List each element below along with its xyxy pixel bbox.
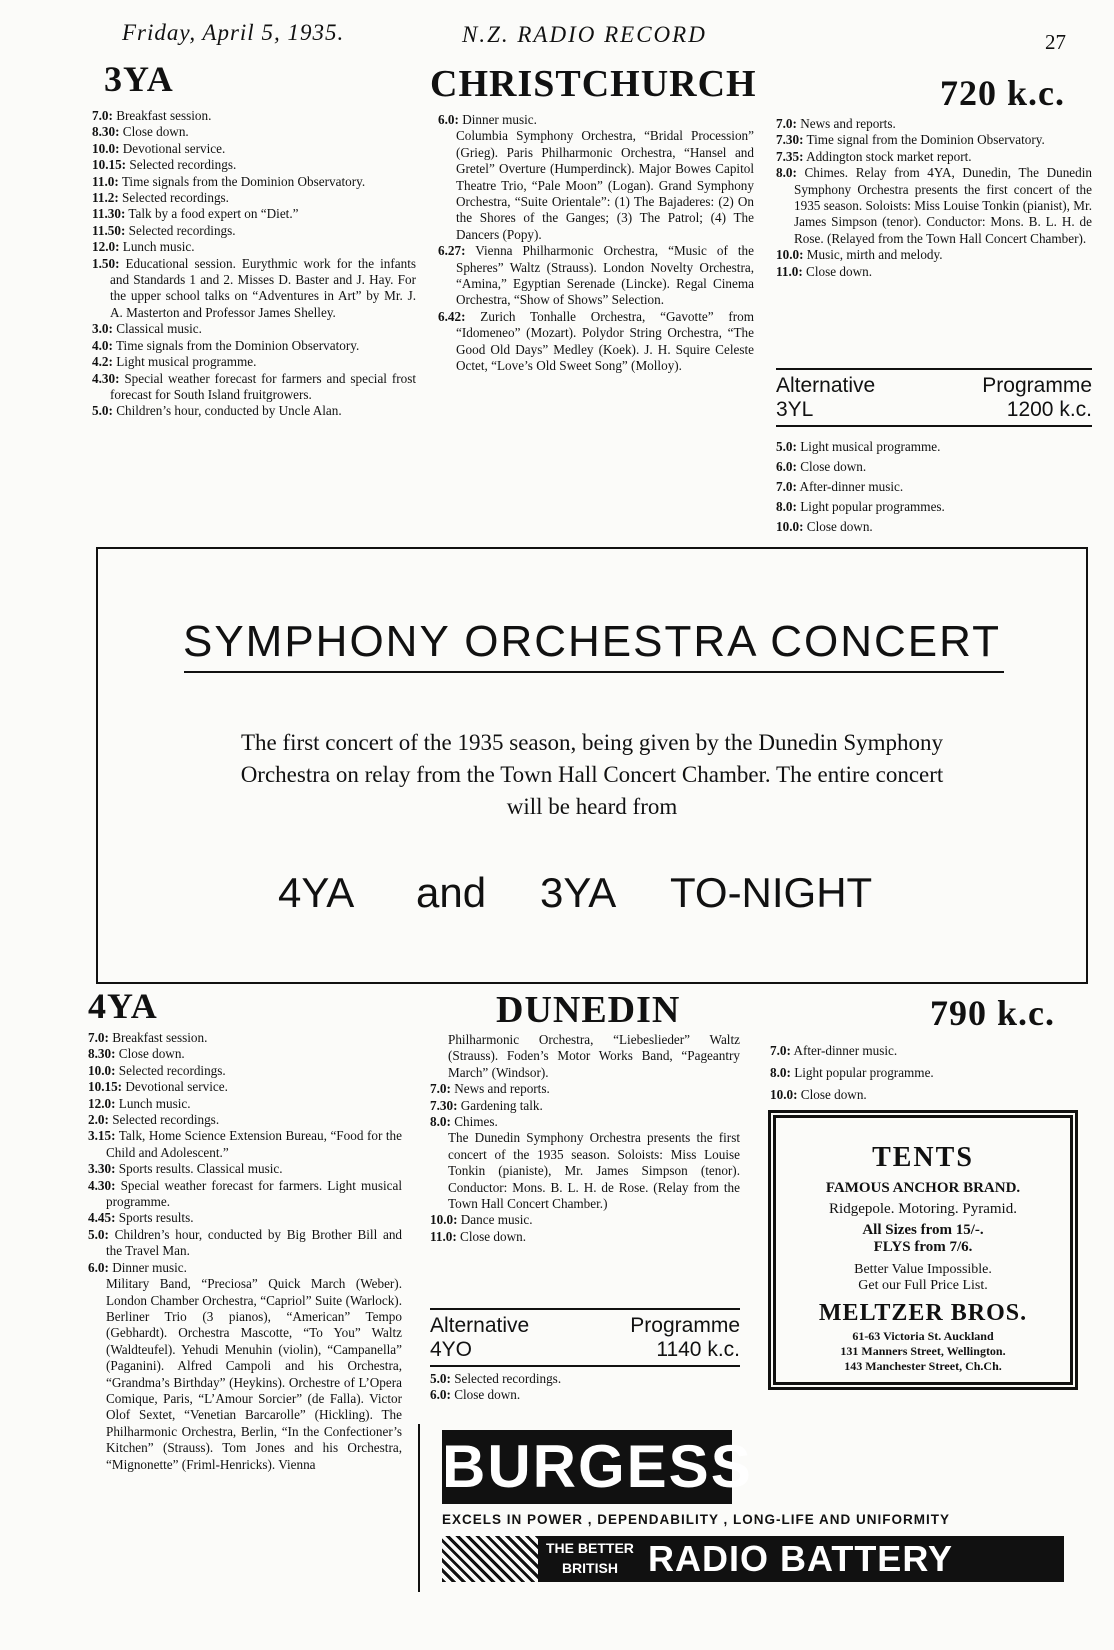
schedule-entry: [770, 1084, 1090, 1106]
schedule-time: 6.27:: [438, 243, 466, 259]
schedule-entry: [430, 1371, 740, 1387]
schedule-time: 6.0:: [88, 1259, 109, 1275]
schedule-text: Close down.: [122, 124, 189, 140]
schedule-entry: [438, 243, 754, 309]
schedule-time: 8.0:: [770, 1065, 791, 1080]
schedule-time: 6.0:: [776, 459, 797, 474]
schedule-entry: [776, 116, 1092, 132]
schedule-text: Devotional service.: [125, 1079, 228, 1095]
banner-text: [98, 727, 1086, 823]
schedule-text: Philharmonic Orchestra, “Liebeslieder” Waltz (Strauss). Foden’s Motor Works Band, “Pageantry March” (Windsor).: [448, 1032, 740, 1080]
alternative-programme-4yo: [430, 1308, 740, 1404]
schedule-entry: [88, 1096, 402, 1112]
schedule-time: 10.0:: [776, 519, 804, 534]
schedule-time: 10.15:: [88, 1079, 123, 1095]
schedule-entry: [92, 157, 416, 173]
schedule-time: 10.0:: [92, 140, 120, 156]
schedule-text: Selected recordings.: [128, 222, 236, 238]
tents-brand: FAMOUS ANCHOR BRAND.: [825, 1180, 1021, 1196]
schedule-entry: [776, 497, 1092, 517]
schedule-text: Dinner music.: [112, 1259, 187, 1275]
schedule-time: 12.0:: [88, 1095, 116, 1111]
schedule-entry: [88, 1079, 402, 1095]
schedule-entry: [88, 1046, 402, 1062]
concert-banner: [96, 547, 1088, 984]
tents-price-list: Get our Full Price List.: [858, 1278, 988, 1293]
tents-firm: MELTZER BROS.: [818, 1300, 1028, 1326]
schedule-text: Lunch music.: [118, 1095, 191, 1111]
banner-rule: [184, 671, 1004, 673]
schedule-text: Close down.: [806, 263, 872, 279]
schedule-text: Light musical programme.: [116, 354, 257, 370]
banner-foot-and: and: [416, 869, 487, 916]
station-freq-3ya: 720 k.c.: [940, 73, 1065, 113]
schedule-time: 11.2:: [92, 190, 119, 206]
burgess-advertisement: [418, 1424, 1066, 1592]
tents-types: Ridgepole. Motoring. Pyramid.: [829, 1201, 1017, 1217]
schedule-entry: [430, 1229, 740, 1245]
banner-line-3: will be heard from: [506, 794, 678, 819]
schedule-entry: [430, 1081, 740, 1097]
schedule-time: 3.30:: [88, 1161, 116, 1177]
burgess-radio-battery: RADIO BATTERY: [648, 1538, 953, 1579]
tents-title: TENTS: [872, 1142, 974, 1173]
banner-foot-3ya: 3YA: [540, 869, 617, 916]
schedule-text: Talk by a food expert on “Diet.”: [128, 206, 299, 222]
station-call-3ya: 3YA: [104, 59, 174, 99]
schedule-text: Columbia Symphony Orchestra, “Bridal Procession” (Grieg). Paris Philharmonic Orchestra, “Hansel and Gretel” Overture (Humperdinck). Major Bowes Capitol Theatre Trio, “Pale Moon” (Logan). Grand Symphony Orchestra, “Suite Orientale”: (1) The Bajaderes: (2) On the Shores of the Ganges; (3) The Patrol; (4) The Dancers (Popy).: [456, 128, 754, 242]
burgess-tagline: EXCELS IN POWER , DEPENDABILITY , LONG-LIFE AND UNIFORMITY: [442, 1512, 951, 1527]
schedule-time: 4.2:: [92, 354, 113, 370]
schedule-time: 8.30:: [88, 1046, 116, 1062]
schedule-entry: [92, 141, 416, 157]
schedule-entry: [430, 1114, 740, 1130]
schedule-text: Dance music.: [460, 1212, 533, 1228]
schedule-entry: [776, 165, 1092, 247]
schedule-entry: [88, 1276, 402, 1473]
schedule-entry: [770, 1040, 1090, 1062]
schedule-entry: [92, 206, 416, 222]
alternative-programme-3yl: [776, 368, 1092, 537]
schedule-text: Selected recordings.: [122, 190, 229, 206]
burgess-logo: BURGESS: [442, 1430, 732, 1504]
schedule-entry: [776, 437, 1092, 457]
schedule-text: After-dinner music.: [799, 479, 904, 494]
banner-line-1: The first concert of the 1935 season, being given by the Dunedin Symphony: [241, 730, 943, 755]
burgess-small-text: [546, 1538, 634, 1578]
schedule-text: Breakfast session.: [112, 1030, 208, 1045]
schedule-text: Time signals from the Dominion Observatory.: [121, 173, 366, 189]
schedule-time: 1.50:: [92, 255, 120, 271]
schedule-entry: [438, 128, 754, 243]
program-column-3ya-2: [438, 112, 754, 375]
schedule-text: Military Band, “Preciosa” Quick March (Weber). London Chamber Orchestra, “Capriol” Suite (Warlock). Berliner Trio (3 pianos), “American” Tempo (Gebhardt). Orchestra Mascotte, “To You” Waltz (Waldteufel). Yehudi Menuhin (violin), “Campanella” (Paganini). Alfred Campoli and his Orchestra, “Grandma’s Birthday” (Heykins). Orchestre of L’Opera Comique, Paris, “L’Amour Sorcier” (de Falla). Victor Olof Sextet, “Venetian Barcarolle” (Hickling). The Philharmonic Orchestra, Berlin, “In the Confectioner’s Kitchen” (Strauss). Tom Jones and his Orchestra, “Mignonette” (Friml-Henricks). Vienna: [106, 1276, 402, 1472]
schedule-text: Music, mirth and melody.: [806, 247, 943, 263]
schedule-time: 4.0:: [92, 337, 113, 353]
schedule-time: 7.0:: [430, 1081, 451, 1097]
schedule-text: Selected recordings.: [118, 1062, 226, 1078]
publication-title: N.Z. RADIO RECORD: [462, 22, 707, 47]
station-city-christchurch: CHRISTCHURCH: [430, 63, 757, 105]
schedule-entry: [88, 1260, 402, 1276]
schedule-entry: [430, 1130, 740, 1212]
burgess-small-1: THE BETTER: [546, 1540, 634, 1556]
schedule-time: 3.0:: [92, 321, 113, 337]
tents-address-2: 131 Manners Street, Wellington.: [840, 1344, 1006, 1358]
schedule-time: 6.0:: [438, 112, 459, 127]
schedule-time: 11.0:: [430, 1228, 457, 1244]
schedule-entry: [770, 1062, 1090, 1084]
schedule-entry: [92, 108, 416, 124]
schedule-text: Selected recordings.: [454, 1371, 562, 1386]
schedule-text: Educational session. Eurythmic work for the infants and Standards 1 and 2. Misses D. Baster and J. Hay. For the upper school talks on “Adventures in Art” by Mr. J. A. Masterton and Professor James Shelley.: [110, 255, 417, 320]
schedule-entry: [92, 174, 416, 190]
schedule-entry: [92, 403, 416, 419]
tents-flys: FLYS from 7/6.: [873, 1239, 973, 1255]
schedule-entry: [92, 239, 416, 255]
schedule-time: 10.0:: [88, 1062, 116, 1078]
schedule-time: 7.0:: [776, 479, 797, 494]
banner-line-2: Orchestra on relay from the Town Hall Concert Chamber. The entire concert: [240, 762, 944, 787]
schedule-text: Light popular programmes.: [800, 499, 945, 514]
schedule-time: 5.0:: [88, 1226, 109, 1242]
schedule-entry: [88, 1112, 402, 1128]
schedule-entry: [92, 124, 416, 140]
schedule-text: News and reports.: [454, 1081, 550, 1097]
schedule-text: Breakfast session.: [116, 108, 212, 123]
schedule-entry: [430, 1212, 740, 1228]
alt-call: 3YL: [776, 398, 814, 421]
schedule-time: 10.15:: [92, 157, 127, 173]
schedule-entry: [88, 1128, 402, 1161]
schedule-time: 5.0:: [776, 439, 797, 454]
schedule-time: 5.0:: [92, 403, 113, 419]
schedule-time: 11.0:: [776, 263, 803, 279]
alt-label: Alternative: [430, 1314, 530, 1337]
schedule-text: Vienna Philharmonic Orchestra, “Music of the Spheres” Waltz (Strauss). London Novelty Orchestra, “Amina,” Egyptian Serenade (Lincke). Regal Cinema Orchestra, “Show of Shows” Selection.: [456, 243, 754, 308]
schedule-time: 7.30:: [430, 1097, 458, 1113]
schedule-entry: [92, 338, 416, 354]
schedule-time: 4.45:: [88, 1210, 116, 1226]
schedule-text: Sports results. Classical music.: [118, 1161, 283, 1177]
schedule-entry: [430, 1098, 740, 1114]
schedule-text: The Dunedin Symphony Orchestra presents the first concert of the 1935 season. Soloists: Miss Louise Tonkin (pianiste), Mr. James Simpson (tenor). Conductor: Mons. B. L. H. de Rose. (Relay from the Town Hall Concert Chamber.): [448, 1130, 740, 1212]
schedule-time: 7.0:: [770, 1043, 791, 1058]
schedule-text: Light popular programme.: [794, 1065, 934, 1080]
schedule-text: Light musical programme.: [800, 439, 941, 454]
schedule-entry: [92, 256, 416, 322]
schedule-time: 4.30:: [88, 1177, 116, 1193]
schedule-time: 7.35:: [776, 148, 804, 164]
schedule-text: Selected recordings.: [129, 157, 237, 173]
schedule-text: Close down.: [800, 459, 867, 474]
schedule-entry: [438, 112, 754, 128]
schedule-entry: [88, 1063, 402, 1079]
schedule-time: 6.42:: [438, 308, 466, 324]
alt-label-programme: Programme: [630, 1314, 740, 1337]
schedule-time: 8.0:: [776, 499, 797, 514]
burgess-small-2: BRITISH: [561, 1560, 618, 1576]
schedule-text: Devotional service.: [122, 140, 226, 156]
schedule-text: Talk, Home Science Extension Bureau, “Food for the Child and Adolescent.”: [106, 1128, 402, 1160]
schedule-entry: [776, 517, 1092, 537]
schedule-text: Chimes. Relay from 4YA, Dunedin, The Dunedin Symphony Orchestra presents the first concert of the 1935 season. Soloists: Miss Louise Tonkin (pianist), Mr. James Simpson (tenor). Conductor: Mons. B. L. H. de Rose. (Relayed from the Town Hall Concert Chamber).: [794, 165, 1092, 246]
schedule-entry: [776, 477, 1092, 497]
schedule-entry: [776, 132, 1092, 148]
schedule-time: 12.0:: [92, 239, 120, 255]
schedule-text: After-dinner music.: [793, 1043, 898, 1058]
program-column-3ya-1: [92, 108, 416, 420]
schedule-text: Zurich Tonhalle Orchestra, “Gavotte” from “Idomeneo” (Mozart). Polydor String Orchestra, “The Good Old Days” Medley (Koek). J. H. Squire Celeste Octet, “Love’s Old Sweet Song” (Molloy).: [456, 308, 754, 374]
schedule-text: Classical music.: [116, 321, 202, 337]
schedule-text: Close down.: [118, 1046, 185, 1062]
schedule-time: 11.50:: [92, 222, 126, 238]
schedule-time: 4.30:: [92, 370, 120, 386]
alt-call: 4YO: [430, 1338, 473, 1361]
burgess-hatch: [442, 1536, 538, 1582]
schedule-time: 3.15:: [88, 1128, 116, 1144]
schedule-time: 8.30:: [92, 124, 120, 140]
schedule-text: Special weather forecast for farmers and special frost forecast for South Island fruitgrowers.: [110, 370, 416, 402]
schedule-text: Gardening talk.: [460, 1097, 543, 1113]
schedule-time: 8.0:: [776, 165, 797, 181]
issue-date: Friday, April 5, 1935.: [122, 20, 345, 45]
schedule-text: Close down.: [806, 519, 873, 534]
schedule-text: Special weather forecast for farmers. Light musical programme.: [106, 1177, 402, 1210]
program-column-4ya-3: [770, 1040, 1090, 1106]
schedule-text: Sports results.: [118, 1210, 194, 1226]
schedule-time: 5.0:: [430, 1371, 451, 1386]
schedule-time: 11.0:: [92, 173, 119, 189]
schedule-time: 8.0:: [430, 1114, 451, 1130]
schedule-text: Time signal from the Dominion Observatory.: [806, 132, 1045, 148]
program-column-4ya-2: [430, 1032, 740, 1245]
tents-sizes: All Sizes from 15/-.: [862, 1222, 984, 1238]
schedule-entry: [88, 1210, 402, 1226]
schedule-text: Close down.: [454, 1387, 521, 1403]
banner-foot-4ya: 4YA: [278, 869, 355, 916]
alt-label-programme: Programme: [982, 374, 1092, 397]
tents-address-1: 61-63 Victoria St. Auckland: [852, 1329, 994, 1343]
alt-label: Alternative: [776, 374, 876, 397]
program-column-3ya-3: [776, 116, 1092, 280]
schedule-text: Children’s hour, conducted by Uncle Alan.: [116, 403, 342, 419]
schedule-entry: [776, 264, 1092, 280]
schedule-entry: [430, 1387, 740, 1403]
schedule-entry: [430, 1032, 740, 1081]
schedule-entry: [92, 371, 416, 404]
alt-items: [776, 437, 1092, 537]
schedule-entry: [88, 1161, 402, 1177]
schedule-entry: [776, 457, 1092, 477]
banner-foot-tonight: TO-NIGHT: [670, 869, 873, 916]
schedule-entry: [776, 149, 1092, 165]
schedule-time: 10.0:: [770, 1087, 798, 1102]
schedule-entry: [776, 247, 1092, 263]
schedule-time: 7.0:: [776, 116, 797, 131]
schedule-text: News and reports.: [800, 116, 896, 131]
schedule-entry: [438, 309, 754, 375]
schedule-entry: [92, 223, 416, 239]
alt-items: [430, 1371, 740, 1404]
tents-address-3: 143 Manchester Street, Ch.Ch.: [844, 1359, 1002, 1373]
schedule-time: 10.0:: [776, 247, 804, 263]
schedule-time: 6.0:: [430, 1387, 451, 1403]
station-freq-4ya: 790 k.c.: [930, 993, 1055, 1033]
banner-title: SYMPHONY ORCHESTRA CONCERT: [182, 617, 1002, 666]
schedule-entry: [92, 190, 416, 206]
tents-value: Better Value Impossible.: [854, 1262, 992, 1277]
alt-freq: 1140 k.c.: [656, 1338, 740, 1361]
schedule-text: Addington stock market report.: [806, 148, 972, 164]
schedule-text: Close down.: [800, 1087, 867, 1102]
tents-advertisement: [768, 1110, 1078, 1390]
schedule-entry: [88, 1030, 402, 1046]
schedule-time: 7.30:: [776, 132, 804, 148]
schedule-time: 2.0:: [88, 1112, 109, 1128]
schedule-text: Time signals from the Dominion Observatory.: [115, 337, 360, 353]
program-column-4ya-1: [88, 1030, 402, 1473]
schedule-text: Children’s hour, conducted by Big Brother Bill and the Travel Man.: [106, 1226, 403, 1259]
page-number: 27: [1045, 30, 1066, 54]
station-city-dunedin: DUNEDIN: [496, 989, 681, 1031]
schedule-entry: [92, 321, 416, 337]
alt-freq: 1200 k.c.: [1006, 398, 1092, 421]
schedule-time: 7.0:: [92, 108, 113, 123]
schedule-time: 7.0:: [88, 1030, 109, 1045]
schedule-time: 11.30:: [92, 206, 126, 222]
schedule-text: Lunch music.: [122, 239, 195, 255]
schedule-text: Dinner music.: [462, 112, 537, 127]
station-call-4ya: 4YA: [88, 986, 158, 1026]
schedule-entry: [88, 1227, 402, 1260]
schedule-text: Chimes.: [454, 1114, 498, 1130]
schedule-entry: [92, 354, 416, 370]
schedule-entry: [88, 1178, 402, 1211]
schedule-text: Close down.: [460, 1228, 526, 1244]
schedule-text: Selected recordings.: [112, 1112, 220, 1128]
schedule-time: 10.0:: [430, 1212, 458, 1228]
